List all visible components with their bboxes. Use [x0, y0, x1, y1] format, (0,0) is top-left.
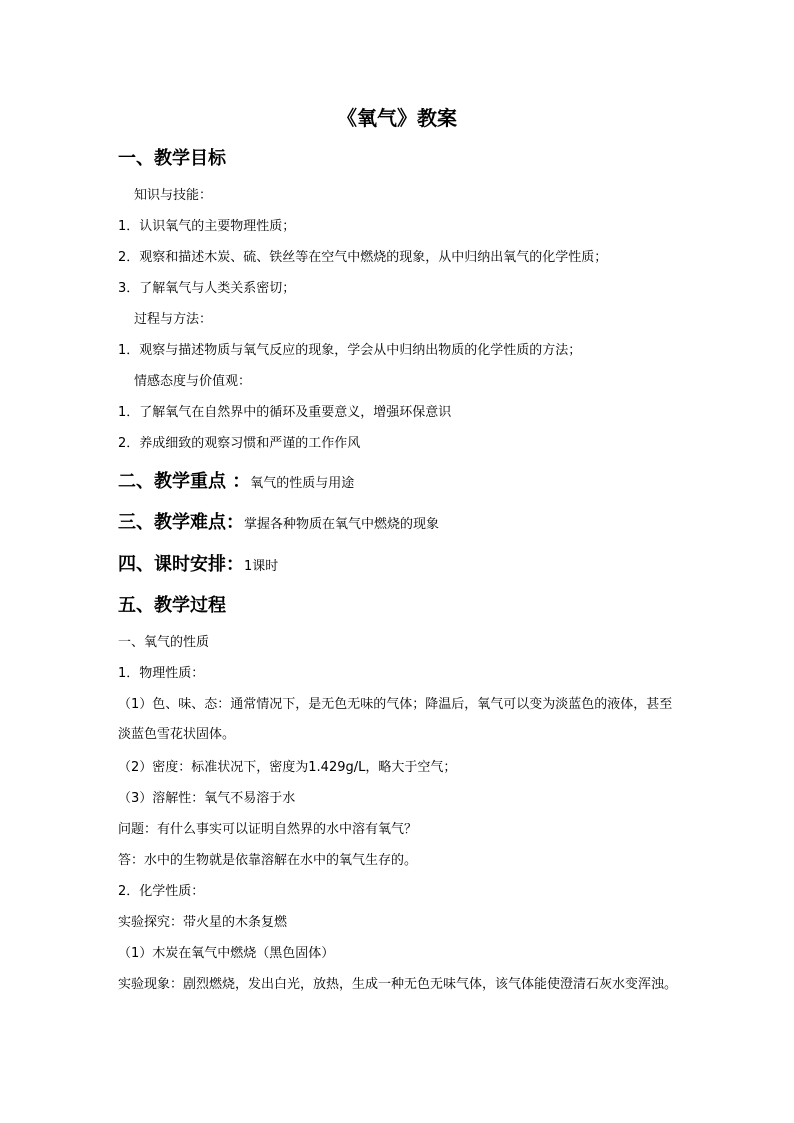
- difficulties-text: 掌握各种物质在氧气中燃烧的现象: [244, 517, 440, 532]
- color-smell-state-paragraph: （1）色、味、态：通常情况下，是无色无味的气体；降温后，氧气可以变为淡蓝色的液体，甚至淡蓝色雪花状固体。: [118, 697, 673, 742]
- question-item: 问题：有什么事实可以证明自然界的水中溶有氧气？: [118, 822, 418, 837]
- oxygen-properties-heading: 一、氧气的性质: [118, 635, 210, 650]
- emotion-values-label: 情感态度与价值观：: [134, 374, 252, 389]
- emotion-item-1: 1．了解氧气在自然界中的循环及重要意义，增强环保意识: [118, 405, 452, 420]
- phenomenon-paragraph: 实验现象：剧烈燃烧，发出白光，放热，生成一种无色无味气体，该气体能使澄清石灰水变浑浊。: [118, 977, 678, 992]
- process-method-label: 过程与方法：: [134, 312, 213, 327]
- key-points-text: 氧气的性质与用途: [250, 476, 355, 491]
- density-item: （2）密度：标准状况下，密度为1.429g/L，略大于空气；: [118, 760, 457, 775]
- heading-key-points: [118, 469, 354, 497]
- heading-schedule: [118, 552, 278, 580]
- difficulties-heading: 三、教学难点：: [118, 512, 244, 533]
- schedule-heading: 四、课时安排：: [118, 554, 244, 575]
- answer-item: 答：水中的生物就是依靠溶解在水中的氧气生存的。: [118, 853, 418, 868]
- physical-properties-label: 1．物理性质：: [118, 666, 205, 681]
- chemical-properties-label: 2．化学性质：: [118, 884, 205, 899]
- knowledge-item-2: 2．观察和描述木炭、硫、铁丝等在空气中燃烧的现象，从中归纳出氧气的化学性质；: [118, 250, 608, 265]
- knowledge-item-1: 1．认识氧气的主要物理性质；: [118, 219, 296, 234]
- emotion-item-2: 2．养成细致的观察习惯和严谨的工作作风: [118, 436, 361, 451]
- heading-teaching-goals: 一、教学目标: [118, 148, 226, 169]
- knowledge-skills-label: 知识与技能：: [134, 188, 213, 203]
- schedule-text: 1课时: [244, 559, 279, 574]
- heading-difficulties: [118, 510, 439, 538]
- heading-teaching-process: 五、教学过程: [118, 595, 226, 616]
- experiment-item: 实验探究：带火星的木条复燃: [118, 915, 288, 930]
- charcoal-item: （1）木炭在氧气中燃烧（黑色固体）: [118, 946, 335, 961]
- key-points-heading: 二、教学重点 ：: [118, 471, 251, 492]
- knowledge-item-3: 3．了解氧气与人类关系密切；: [118, 281, 296, 296]
- process-item-1: 1．观察与描述物质与氧气反应的现象，学会从中归纳出物质的化学性质的方法；: [118, 343, 582, 358]
- solubility-item: （3）溶解性：氧气不易溶于水: [118, 791, 296, 806]
- document-title: 《氧气》教案: [337, 106, 457, 130]
